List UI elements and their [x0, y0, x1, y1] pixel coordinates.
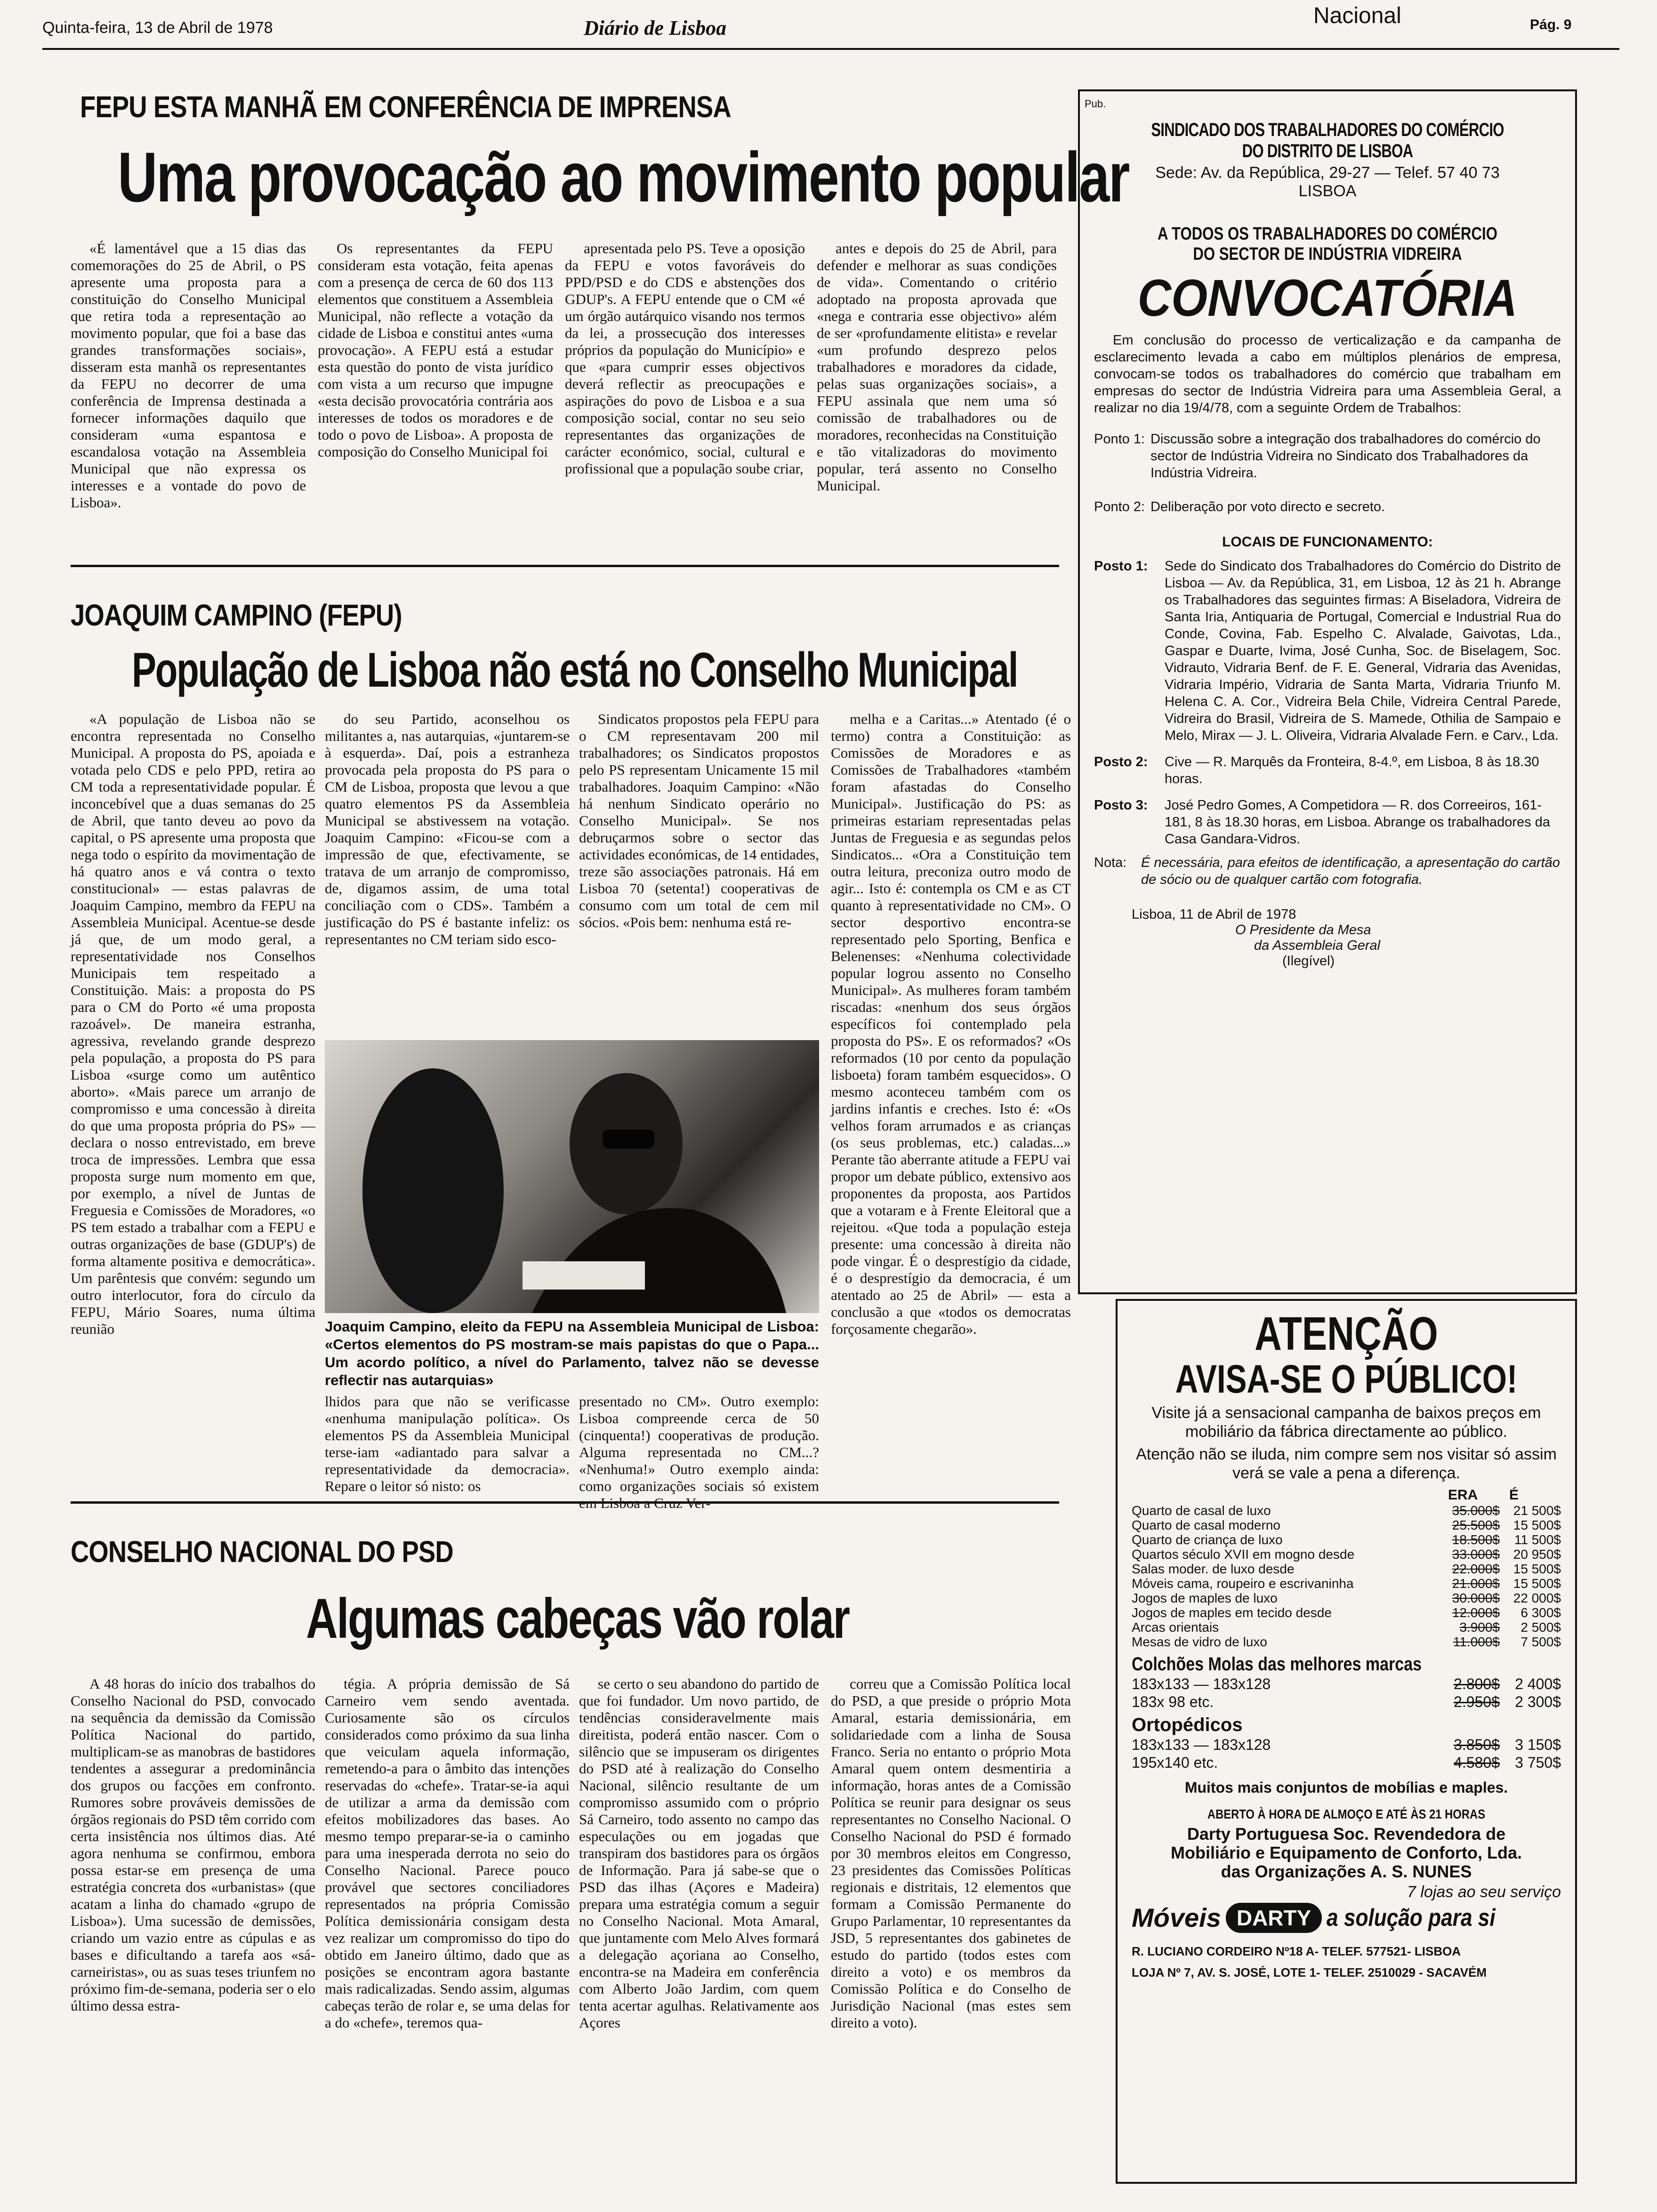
price-row	[1132, 1562, 1561, 1576]
price-item-name: Salas moder. de luxo desde	[1132, 1562, 1295, 1576]
price-item-name: 183x 98 etc.	[1132, 1693, 1214, 1710]
col-era: ERA	[1448, 1487, 1478, 1503]
darty-title-1: ATENÇÃO	[1255, 1307, 1438, 1360]
article3-col3: se certo o seu abandono do partido de que foi fundador. Um novo partido, de tendências consideravelmente mais direitista, poderá então nascer. Com o silêncio que se impuseram os dirigentes do PSD até à realização do Conselho Nacional, silêncio resultante de um compromisso assumido com o próprio Sá Carneiro, todo assento no campo das especulações ou em jogadas que transpiram dos bastidores para os órgãos de Informação. Para já sabe-se que o PSD das ilhas (Açores e Madeira) prepara uma estratégia comum a seguir no Conselho Nacional. Mota Amaral, que juntamente com Melo Alves formará a delegação açoriana ao Conselho, encontra-se na Madeira em conferência com Alberto João Jardim, com quem tenta acertar agulhas. Relativamente aos Açores	[579, 1675, 819, 2031]
article2-col2: do seu Partido, aconselhou os militantes a, nas autarquias, «juntarem-se à esquerda». Daí, pois a estranheza provocada pela proposta do PS para o CM de Lisboa, proposta que levou a que quatro elementos PS da Assembleia Municipal se abstivessem na votação. Joaquim Campino: «Ficou-se com a impressão de que, efectivamente, se tratava de um arranjo de compromisso, de, digamos assim, de uma total conciliação com o CDS». Também a justificação do PS é bastante infeliz: os representantes no CM teriam sido esco-	[325, 711, 570, 947]
price-row	[1132, 1605, 1561, 1620]
price-old: 2.950$	[1454, 1693, 1500, 1710]
price-new: 21 500$	[1513, 1503, 1561, 1518]
posto1-text: Sede do Sindicato dos Trabalhadores do Comércio do Distrito de Lisboa — Av. da República, 31, em Lisboa, 12 às 21 h. Abrange os Trabalhadores das seguintes firmas: A Biseladora, Vidreira de Santa Iria, Antiquaria de Portugal, Comercial e Industrial Rua do Conde, Covina, Fab. Espelho C. Alvalade, Gaivotas, Lda., Gaspar e Duarte, Ivima, José Cunha, Soc. de Biselagem, Soc. Vidrauto, Vidraria Benf. de F. E. General, Vidraria das Avenidas, Vidraria Império, Vidraria de Santa Marta, Vidraria Triunfo M. Helena C. A. Cor., Vidreira Bela Chile, Vidreira Central Parede, Vidreira do Brasil, Vidreira de S. Mamede, Othilia de Sampaio e Melo, Mirax — J. L. Oliveira, Vidraria Alvalade Fern. e Carv., Lda.	[1165, 559, 1561, 743]
price-new: 15 500$	[1513, 1576, 1561, 1591]
article2-col4: melha e a Caritas...» Atentado (é o termo) contra a Constituição: as Comissões de Moradores e as Comissões de Trabalhadores «também foram afastadas do Conselho Municipal». Justificação do PS: as primeiras estariam representadas pelas Juntas de Freguesia e as segundas pelos Sindicatos... «Ora a Constituição tem outra leitura, preconiza outro modo de agir... Isto é: contempla os CM e as CT quanto à representatividade no CM». O sector desportivo encontra-se representado pelo Sporting, Benfica e Belenenses: «Nenhuma colectividade popular logrou assento no Conselho Municipal». As mulheres foram também riscadas: «nenhum dos seus órgãos específicos foi contemplado pela proposta do PS». E os reformados? «Os reformados (10 por cento da população lisboeta) foram também esquecidos». O mesmo aconteceu também com os jardins infantis e creches. Isto é: «Os velhos foram arrumados e as crianças (os seus problemas, etc.) caladas...» Perante tão aberrante atitude a FEPU vai propor um debate público, extensivo aos proponentes da proposta, aos Partidos que a votaram e à Frente Eleitoral que a rejeitou. «Que toda a população esteja presente: uma concessão à direita não pode vingar. É o desprestígio da cidade, é o desprestígio da democracia, é um atentado ao 25 de Abril» — esta a conclusão a que «todos os democratas forçosamente chegarão».	[831, 711, 1071, 1337]
article3-col4: correu que a Comissão Política local do PSD, a que preside o próprio Mota Amaral, estaria demissionária, em solidariedade com a linha de Sousa Franco. Seria no entanto o próprio Mota Amaral quem ontem desmentiria a informação, horas antes de a Comissão Política se reunir para designar os seus representantes no Conselho Nacional. O Conselho Nacional do PSD é formado por 30 membros eleitos em Congresso, 23 presidentes das Comissões Políticas regionais e distritais, 12 elementos que formam a Comissão Permanente do Grupo Parlamentar, 10 representantes da JSD, 5 representantes dos gabinetes de estudo do partido (todos estes com direito a voto) e os membros da Comissão Política e do Conselho de Jurisdição Nacional (mas estes sem direito a voto).	[831, 1675, 1071, 2031]
photo-caption: Joaquim Campino, eleito da FEPU na Assembleia Municipal de Lisboa: «Certos elementos do PS mostram-se mais papistas do que o Papa... Um acordo político, a nível do Parlamento, talvez não se devesse reflectir nas autarquias»	[325, 1318, 819, 1388]
price-row	[1132, 1675, 1561, 1693]
lojas-text: 7 lojas ao seu serviço	[1407, 1883, 1561, 1901]
article1-headline: Uma provocação ao movimento popular	[118, 137, 1129, 216]
ponto2-label: Ponto 2:	[1094, 499, 1145, 514]
convocatoria-intro: Em conclusão do processo de verticalização e da campanha de esclarecimento levada a cabo em múltiplos plenários de empresa, convocam-se todos os trabalhadores do comércio que trabalham em empresas do sector de Indústria Vidreira para uma Assembleia Geral, a realizar no dia 19/4/78, com a seguinte Ordem de Trabalhos:	[1094, 333, 1561, 416]
price-row	[1132, 1547, 1561, 1562]
article2-col3: Sindicatos propostos pela FEPU para o CM representavam 200 mil trabalhadores; os Sindicatos propostos pelo PS representam Unicamente 15 mil trabalhadores. Joaquim Campino: «Não há nenhum Sindicato operário no Conselho Municipal». Se nos debruçarmos sobre o sector das actividades económicas, de 14 entidades, treze são associações patronais. Há em Lisboa 70 (setenta!) cooperativas de consumo com um total de cem mil sócios. «Pois bem: nenhuma está re-	[579, 711, 819, 930]
price-old: 30.000$	[1452, 1591, 1500, 1605]
posto3-label: Posto 3:	[1094, 798, 1148, 813]
article1-col4: antes e depois do 25 de Abril, para defender e melhorar as suas condições de vida». Comentando o critério adoptado na proposta aprovada que «nega e contraria esse objectivo» além de ser «profundamente elitista» e revelar «um profundo desprezo pelos trabalhadores e moradores da cidade, pelas suas organizações sociais», a FEPU assinala que nem uma só comissão de trabalhadores ou de moradores, reconhecidas na Constituição e tão vitalizadoras do movimento popular, terá assento no Conselho Municipal.	[817, 240, 1057, 494]
price-old: 3.850$	[1454, 1736, 1500, 1753]
ponto1-label: Ponto 1:	[1094, 432, 1145, 447]
sindicato-sign-2: da Assembleia Geral	[1254, 938, 1381, 953]
price-row	[1132, 1693, 1561, 1711]
price-old: 2.800$	[1454, 1675, 1500, 1692]
price-old: 4.580$	[1454, 1754, 1500, 1771]
nota-label: Nota:	[1094, 855, 1127, 870]
darty-intro: Visite já a sensacional campanha de baixos preços em mobiliário da fábrica directamente ao público.	[1151, 1404, 1541, 1441]
sindicato-address: Sede: Av. da República, 29-27 — Telef. 57 40 73	[1155, 164, 1500, 182]
price-new: 15 500$	[1513, 1562, 1561, 1576]
darty-logo-row	[1132, 1902, 1561, 1933]
ponto2-row	[1094, 498, 1561, 515]
darty-logo: DARTY	[1226, 1903, 1322, 1933]
price-item-name: Mesas de vidro de luxo	[1132, 1635, 1267, 1649]
price-old: 25.500$	[1452, 1518, 1500, 1532]
colchoes-title: Colchões Molas das melhores marcas	[1132, 1654, 1422, 1675]
price-item-name: Jogos de maples em tecido desde	[1132, 1605, 1332, 1620]
article1-kicker: FEPU ESTA MANHÃ EM CONFERÊNCIA DE IMPRENSA	[80, 90, 731, 124]
masthead: Diário de Lisboa	[584, 16, 727, 40]
sindicato-sign-3: (Ilegível)	[1282, 954, 1335, 969]
price-old: 12.000$	[1452, 1605, 1500, 1620]
sindicato-city: LISBOA	[1298, 182, 1357, 200]
article2-bottom-rule	[71, 1501, 1059, 1504]
article2-col1: «A população de Lisboa não se encontra representada no Conselho Municipal. A proposta do PS, apoiada e votada pelo CDS e pelo PPD, retira ao CM toda a representatividade popular. É inconcebível que a duas semanas do 25 de Abril, que tanto deveu ao povo da capital, o PS apresente uma proposta que nega todo o espírito da movimentação de há quatro anos e vá contra o texto constitucional» — estas palavras de Joaquim Campino, membro da FEPU na Assembleia Municipal. Acentue-se desde já que, de um modo geral, a representatividade nos Conselhos Municipais tem respeitado a Constituição. Mais: a proposta do PS para o CM do Porto «é uma proposta razoável». De maneira estranha, agressiva, revelando grande desprezo pela população, a proposta do PS para Lisboa «surge como um autêntico aborto». «Mais parece um arranjo de compromisso e uma concessão à direita do que uma proposta própria do PS» — declara o nosso entrevistado, em breve troca de impressões. Lembra que essa proposta surge num momento em que, por exemplo, a nível de Juntas de Freguesia e Comissões de Moradores, «o PS tem estado a trabalhar com a FEPU e outras organizações de base (GDUP's) de forma altamente positiva e democrática». Um parêntesis que convém: segundo um outro interlocutor, fora do círculo da FEPU, Mário Soares, numa última reunião	[71, 711, 315, 1337]
company-line-1: Darty Portuguesa Soc. Revendedora de	[1187, 1824, 1506, 1843]
sindicato-date: Lisboa, 11 de Abril de 1978	[1132, 907, 1296, 922]
orto-title: Ortopédicos	[1132, 1715, 1243, 1735]
price-item-name: 183x133 — 183x128	[1132, 1736, 1271, 1753]
article3-col2: tégia. A própria demissão de Sá Carneiro vem sendo aventada. Curiosamente são os círculos considerados como próximo da sua linha que veiculam aquela informação, remetendo-a para o âmbito das intenções reservadas do «chefe». Tratar-se-ia aqui de utilizar a arma da demissão com efeitos mobilizadores das bases. Ao mesmo tempo preparar-se-ia o caminho para uma inesperada derrota no seio do Conselho Nacional. Parece pouco provável que sectores conciliadores representados na própria Comissão Política demissionária consigam desta vez realizar um compromisso do tipo do obtido em Janeiro último, dado que as posições se encontram agora bastante mais radicalizadas. Sendo assim, algumas cabeças terão de rolar e, se uma delas for a do «chefe», teremos qua-	[325, 1675, 570, 2031]
article2-under-photo-a: lhidos para que não se verificasse «nenhuma manipulação política». Os elementos PS da Assembleia Municipal terse-iam «adiantado para salvar a representatividade da democracia». Repare o leitor só nisto: os	[325, 1393, 570, 1494]
nota-row	[1094, 854, 1561, 888]
header-section: Nacional	[1313, 3, 1401, 28]
price-old: 3.900$	[1459, 1620, 1500, 1635]
moveis-word: Móveis	[1132, 1903, 1221, 1932]
price-new: 2 500$	[1520, 1620, 1561, 1635]
price-row	[1132, 1518, 1561, 1532]
price-new: 3 750$	[1515, 1754, 1561, 1771]
campino-photo	[325, 1040, 819, 1313]
price-item-name: Quarto de criança de luxo	[1132, 1532, 1283, 1547]
pub-label: Pub.	[1085, 98, 1106, 110]
price-old: 21.000$	[1452, 1576, 1500, 1591]
sindicato-ad	[1078, 89, 1577, 1294]
darty-title-2: AVISA-SE O PÚBLICO!	[1175, 1357, 1518, 1401]
article3-kicker: CONSELHO NACIONAL DO PSD	[71, 1535, 453, 1569]
price-row	[1132, 1635, 1561, 1649]
price-new: 11 500$	[1514, 1532, 1561, 1547]
col-e: É	[1509, 1487, 1519, 1503]
header-date: Quinta-feira, 13 de Abril de 1978	[42, 19, 273, 37]
article1-col1: «É lamentável que a 15 dias das comemorações do 25 de Abril, o PS apresente uma proposta para a constituição do Conselho Municipal que retira toda a representação ao movimento popular, que foi a base das grandes transformações sociais», disseram esta manhã os representantes da FEPU no decorrer de uma conferência de Imprensa destinada a fornecer informações daquilo que consideram «uma espantosa e escandalosa votação na Assembleia Municipal que não expressa os interesses e a vontade do povo de Lisboa».	[71, 240, 306, 511]
price-item-name: Quarto de casal de luxo	[1132, 1503, 1271, 1518]
posto3-row	[1094, 797, 1561, 848]
page-number: Pág. 9	[1530, 17, 1572, 32]
sindicato-sign-1: O Presidente da Mesa	[1235, 922, 1371, 938]
price-old: 18.500$	[1452, 1532, 1500, 1547]
price-list	[1132, 1503, 1561, 1649]
colchoes-list	[1132, 1675, 1561, 1711]
price-item-name: 195x140 etc.	[1132, 1754, 1218, 1771]
article2-kicker: JOAQUIM CAMPINO (FEPU)	[71, 598, 402, 632]
article3-col1: A 48 horas do início dos trabalhos do Conselho Nacional do PSD, convocado na sequência da demissão da Comissão Política Nacional do partido, multiplicam-se as manobras de bastidores tendentes a assegurar a predominância dos grupos ou facções em confronto. Rumores sobre prováveis demissões de órgãos regionais do PSD têm corrido com certa insistência nos últimos dias. Até agora nenhuma se confirmou, embora possa estar-se em presença de uma estratégia concreta dos «urbanistas» (que acatam a linha do chamado «grupo de Lisboa»). Uma sucessão de demissões, criando um vazio entre as cúpulas e as bases e dificultando a tarefa aos «sá-carneiristas», ou as suas teses triunfem no próximo fim-de-semana, poderia ser o elo último dessa estra-	[71, 1675, 315, 2014]
darty-ad	[1116, 1299, 1577, 2184]
company-line-3: das Organizações A. S. NUNES	[1221, 1862, 1472, 1881]
price-row	[1132, 1532, 1561, 1547]
price-new: 20 950$	[1513, 1547, 1561, 1562]
sindicato-title-2: DO DISTRITO DE LISBOA	[1242, 141, 1413, 161]
price-header	[1132, 1487, 1561, 1503]
ponto1-row	[1094, 431, 1561, 481]
price-new: 7 500$	[1520, 1635, 1561, 1649]
posto2-row	[1094, 753, 1561, 787]
solucao-text: a solução para si	[1327, 1904, 1496, 1931]
posto1-label: Posto 1:	[1094, 559, 1148, 574]
price-item-name: Arcas orientais	[1132, 1620, 1219, 1635]
price-row	[1132, 1576, 1561, 1591]
price-new: 22 000$	[1513, 1591, 1561, 1605]
page-header	[42, 3, 1619, 47]
article2-headline: População de Lisboa não está no Conselho Municipal	[132, 643, 1018, 697]
price-item-name: Quarto de casal moderno	[1132, 1518, 1280, 1532]
price-old: 35.000$	[1452, 1503, 1500, 1518]
article1-bottom-rule	[71, 565, 1059, 567]
price-row	[1132, 1736, 1561, 1754]
locais-heading: LOCAIS DE FUNCIONAMENTO:	[1222, 534, 1433, 550]
price-row	[1132, 1620, 1561, 1635]
article3-headline: Algumas cabeças vão rolar	[306, 1587, 849, 1650]
price-item-name: Jogos de maples de luxo	[1132, 1591, 1278, 1605]
darty-address-1: R. LUCIANO CORDEIRO Nº18 A- TELEF. 577521- LISBOA	[1132, 1944, 1461, 1958]
price-new: 3 150$	[1515, 1736, 1561, 1753]
aberto-text: ABERTO À HORA DE ALMOÇO E ATÉ ÀS 21 HORAS	[1207, 1807, 1486, 1821]
darty-warning: Atenção não se iluda, nim compre sem nos visitar só assim verá se vale a pena a diferença.	[1136, 1445, 1557, 1482]
posto2-label: Posto 2:	[1094, 754, 1148, 769]
price-old: 33.000$	[1452, 1547, 1500, 1562]
sindicato-title-1: SINDICADO DOS TRABALHADORES DO COMÉRCIO	[1151, 120, 1504, 140]
posto2-text: Cive — R. Marquês da Fronteira, 8-4.º, em Lisboa, 8 às 18.30 horas.	[1165, 754, 1539, 786]
article2-under-photo-b: presentado no CM». Outro exemplo: Lisboa compreende cerca de 50 (cinquenta!) cooperativas de produção. Alguma representada no CM...? «Nenhuma!» Outro exemplo ainda: como organizações sociais só existem	[579, 1393, 819, 1494]
header-rule	[42, 48, 1619, 50]
sindicato-to-1: A TODOS OS TRABALHADORES DO COMÉRCIO	[1158, 224, 1497, 244]
price-old: 11.000$	[1453, 1635, 1500, 1649]
ponto2-text: Deliberação por voto directo e secreto.	[1150, 499, 1385, 514]
article1-col3: apresentada pelo PS. Teve a oposição da FEPU e votos favoráveis do PPD/PSD e do CDS e abstenções dos GDUP's. A FEPU entende que o CM «é um órgão autárquico visando nos termos da lei, a prossecução dos interesses próprios da população do Município» e que «para cumprir esses objectivos deverá reflectir as preocupações e aspirações do povo de Lisboa e a sua composição social, contar no seu seio representantes das organizações de carácter económico, social, cultural e profissional que a população soube criar,	[565, 240, 805, 477]
price-new: 2 400$	[1515, 1675, 1561, 1692]
price-new: 2 300$	[1515, 1693, 1561, 1710]
orto-list	[1132, 1736, 1561, 1771]
price-item-name: 183x133 — 183x128	[1132, 1675, 1271, 1692]
price-item-name: Móveis cama, roupeiro e escrivaninha	[1132, 1576, 1354, 1591]
ponto1-text: Discussão sobre a integração dos trabalhadores do comércio do sector de Indústria Vidreira no Sindicato dos Trabalhadores da Indústria Vidreira.	[1150, 432, 1541, 481]
price-new: 15 500$	[1513, 1518, 1561, 1532]
price-row	[1132, 1503, 1561, 1518]
posto3-text: José Pedro Gomes, A Competidora — R. dos Correeiros, 161-181, 8 às 18.30 horas, em Lisboa. Abrange os trabalhadores da Casa Gandara-Vidros.	[1165, 798, 1551, 847]
nota-text: É necessária, para efeitos de identificação, a apresentação do cartão de sócio ou de qualquer cartão com fotografia.	[1141, 855, 1560, 887]
article1-col2: Os representantes da FEPU consideram esta votação, feita apenas com a presença de cerca de 60 dos 113 elementos que constituem a Assembleia Municipal, não reflecte a votação da cidade de Lisboa e constitui antes «uma provocação». A FEPU está a estudar esta questão do ponto de vista jurídico com vista a um recurso que impugne «esta decisão provocatória contrária aos interesses de todos os moradores e de todo o povo de Lisboa». A proposta de composição do Conselho Municipal foi	[318, 240, 553, 460]
price-new: 6 300$	[1520, 1605, 1561, 1620]
price-row	[1132, 1591, 1561, 1605]
posto1-row	[1094, 558, 1561, 744]
price-item-name: Quartos século XVII em mogno desde	[1132, 1547, 1355, 1562]
convocatoria-title: CONVOCATÓRIA	[1137, 269, 1518, 327]
company-line-2: Mobiliário e Equipamento de Conforto, Lda.	[1171, 1843, 1522, 1862]
muitos-text: Muitos mais conjuntos de mobílias e maples.	[1184, 1779, 1508, 1796]
sindicato-to-2: DO SECTOR DE INDÚSTRIA VIDREIRA	[1193, 244, 1462, 264]
price-row	[1132, 1754, 1561, 1771]
price-old: 22.000$	[1452, 1562, 1500, 1576]
darty-address-2: LOJA Nº 7, AV. S. JOSÉ, LOTE 1- TELEF. 2510029 - SACAVÉM	[1132, 1965, 1487, 1980]
